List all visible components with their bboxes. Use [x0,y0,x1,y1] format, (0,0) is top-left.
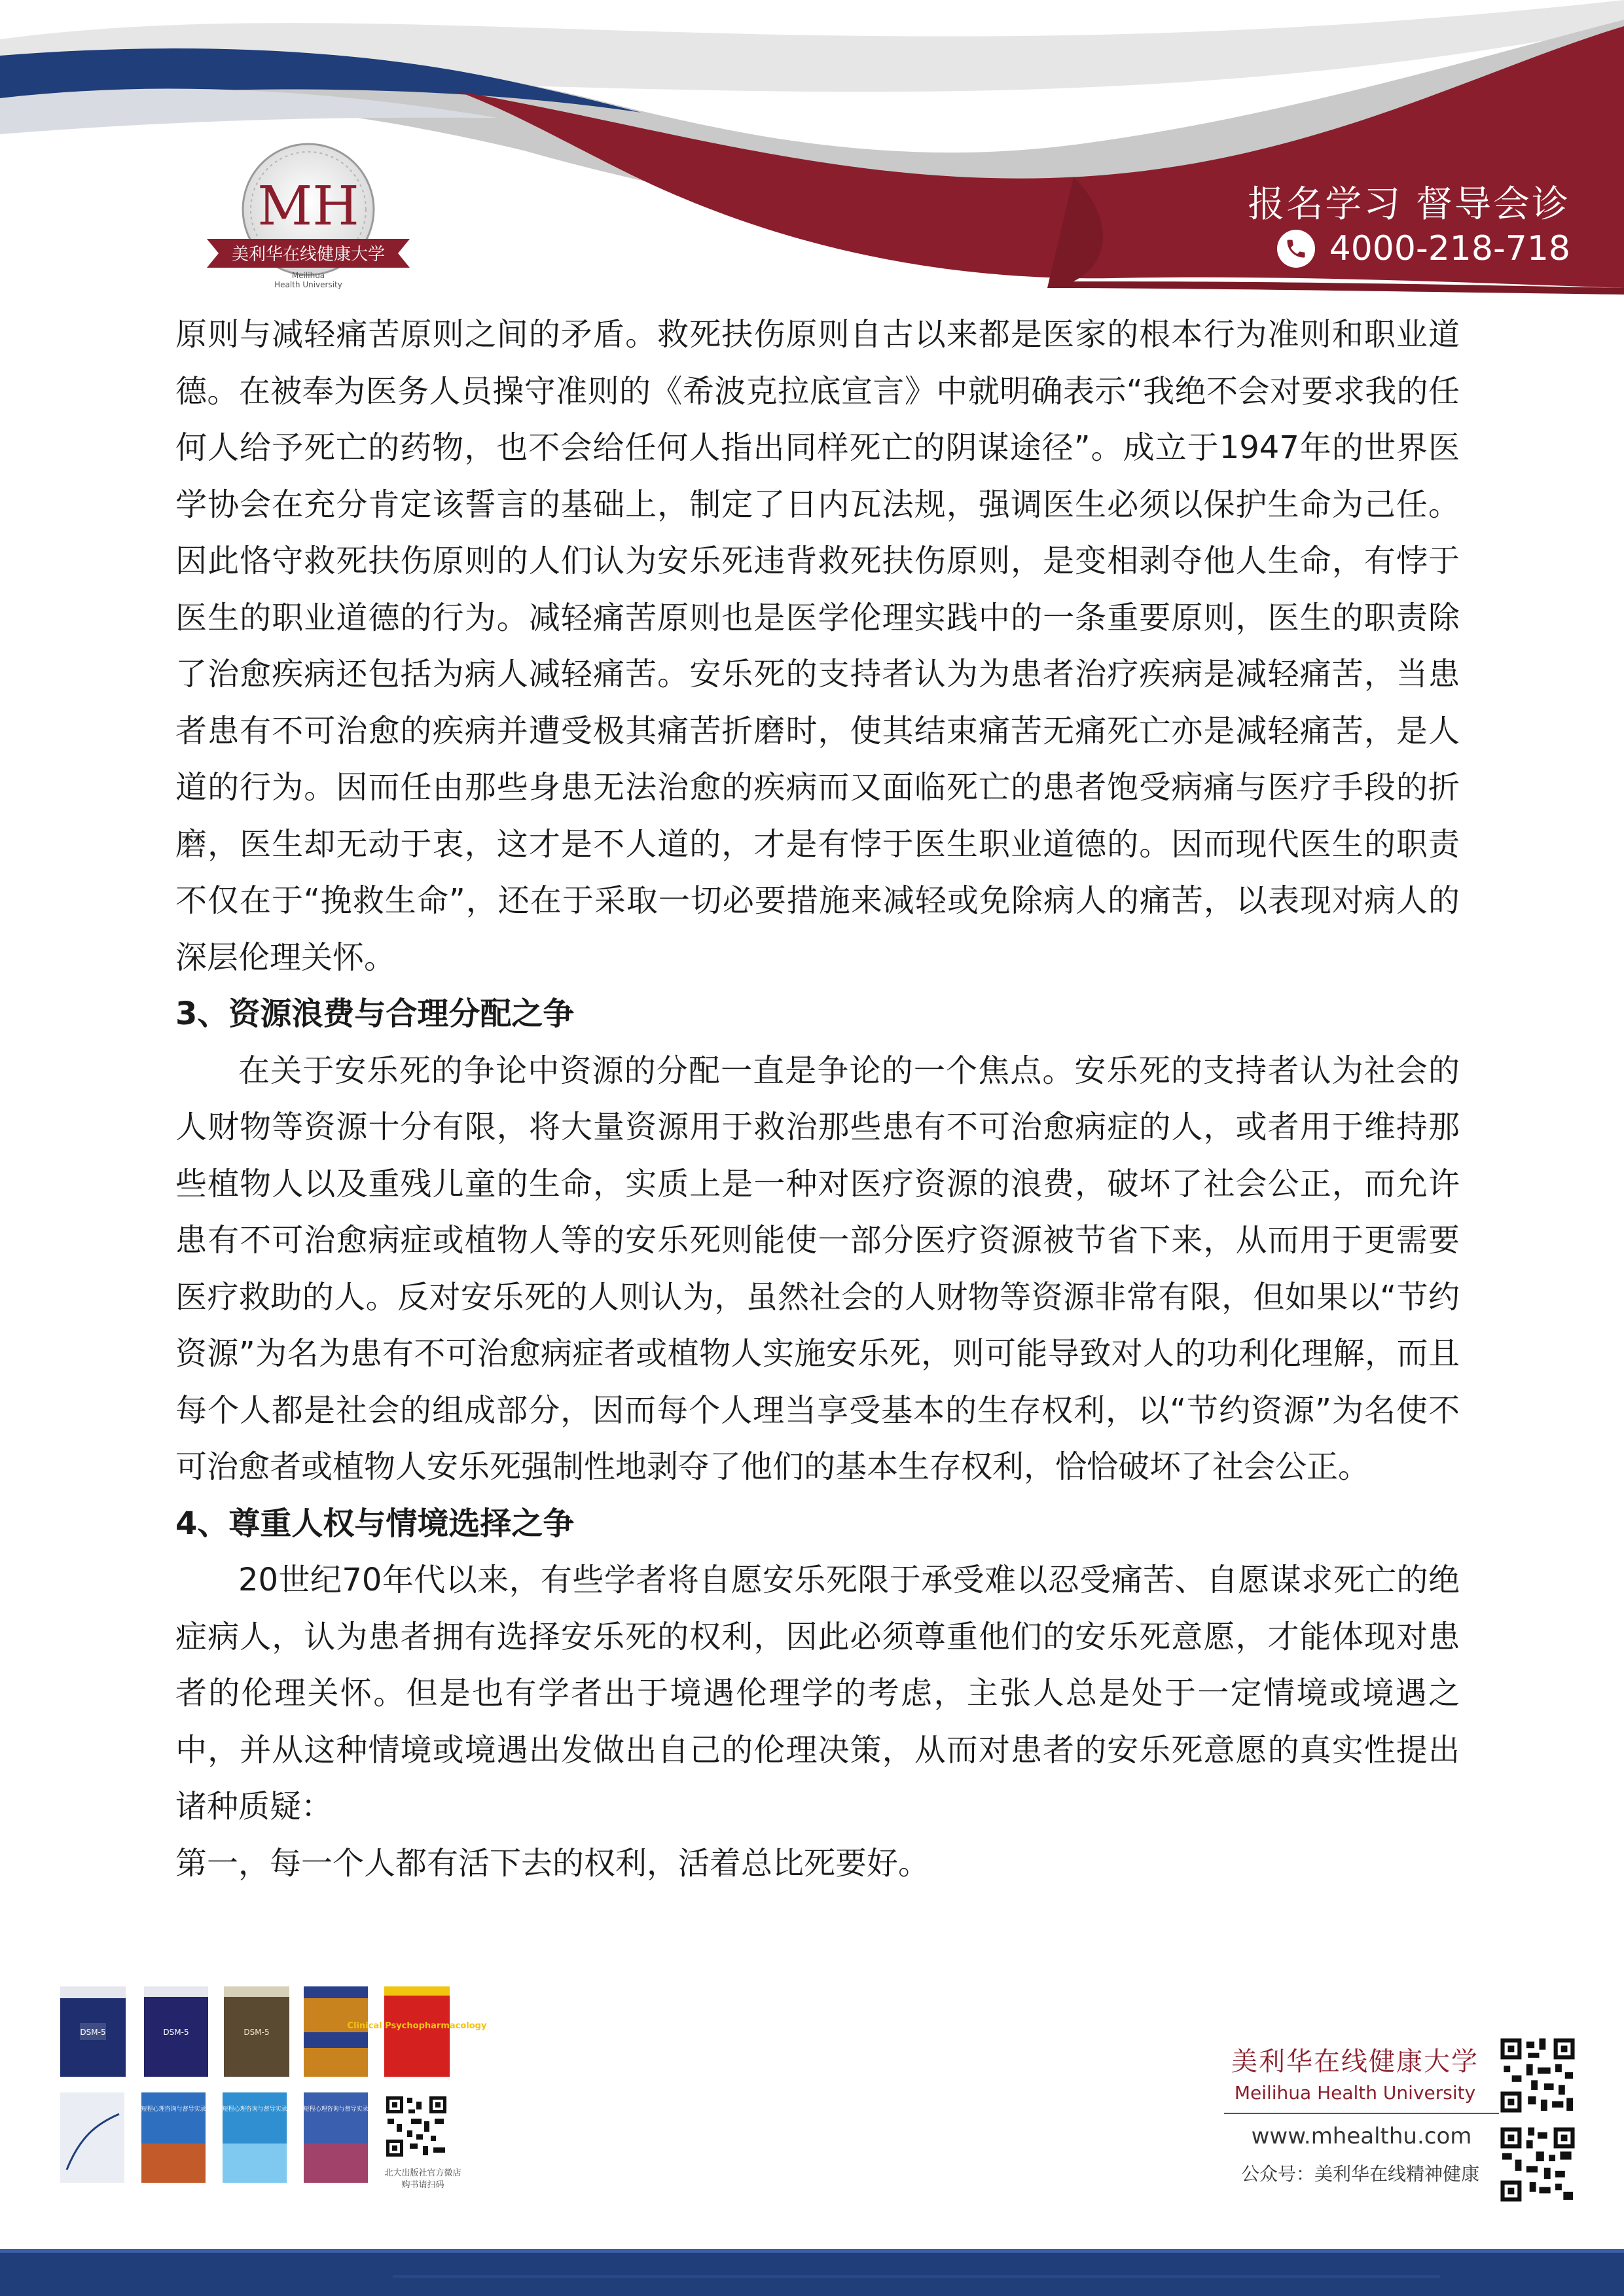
paragraph-rights: 20世纪70年代以来，有些学者将自愿安乐死限于承受难以忍受痛苦、自愿谋求死亡的绝症病人，认为患者拥有选择安乐死的权利，因此必须尊重他们的安乐死意愿，才能体现对患者的伦理关怀。但是也有学者出于境遇伦理学的考虑，主张人总是处于一定情境或境遇之中，并从这种情境或境遇出发做出自己的伦理决策，从而对患者的安乐死意愿的真实性提出诸种质疑： [175,1562,1460,1825]
logo-name-en-2: Health University [274,280,342,289]
logo-name-cn: 美利华在线健康大学 [231,245,386,264]
book-title-dsm5-3: DSM-5 [244,2028,270,2037]
logo [194,141,423,291]
book-cover-counseling-3[interactable] [303,2092,368,2183]
logo-name-en-1: Meilihua [291,271,325,280]
book-title-counseling-3: 短程心理咨询与督导实录 [303,2106,369,2113]
footer-wechat-account: 公众号：美利华在线精神健康 [1240,2163,1479,2185]
book-cover-dsm5-2[interactable] [144,1986,208,2077]
section-heading-rights: 4、尊重人权与情境选择之争 [175,1505,575,1542]
book-cover-4[interactable] [304,1986,368,2077]
book-cover-dsm5-3[interactable] [224,1986,289,2077]
shop-qr-caption: 北大出版社官方微店 购书请扫码 [384,2168,461,2190]
bottom-color-bar [0,2249,1624,2296]
website-qr-code[interactable] [1499,2037,1576,2114]
footer-university-cn: 美利华在线健康大学 [1231,2047,1479,2077]
footer-website-link[interactable]: www.mhealthu.com [1251,2123,1472,2149]
paragraph-first-point: 第一，每一个人都有活下去的权利，活着总比死要好。 [175,1844,930,1882]
section-heading-resources: 3、资源浪费与合理分配之争 [175,996,575,1032]
article-body [175,306,1460,1892]
wechat-qr-code[interactable] [1499,2126,1576,2203]
book-cover-6[interactable] [60,2092,124,2183]
phone-number: 4000-218-718 [1329,229,1570,268]
book-cover-counseling-2[interactable] [222,2092,287,2183]
footer-university [1224,2041,1486,2104]
logo-letters: MH [257,175,359,238]
book-title-clinical: Clinical Psychopharmacology [347,2021,487,2031]
phone-icon [1277,230,1315,268]
book-cover-counseling-1[interactable] [141,2092,206,2183]
footer-university-en: Meilihua Health University [1234,2082,1476,2104]
footer-divider [1224,2113,1499,2114]
paragraph-principles: 原则与减轻痛苦原则之间的矛盾。救死扶伤原则自古以来都是医家的根本行为准则和职业道德。在被奉为医务人员操守准则的《希波克拉底宣言》中就明确表示“我绝不会对要求我的任何人给予死亡的药物，也不会给任何人指出同样死亡的阴谋途径”。成立于1947年的世界医学协会在充分肯定该誓言的基础上，制定了日内瓦法规，强调医生必须以保护生命为己任。因此恪守救死扶伤原则的人们认为安乐死违背救死扶伤原则，是变相剥夺他人生命，有悖于医生的职业道德的行为。减轻痛苦原则也是医学伦理实践中的一条重要原则，医生的职责除了治愈疾病还包括为病人减轻痛苦。安乐死的支持者认为为患者治疗疾病是减轻痛苦，当患者患有不可治愈的疾病并遭受极其痛苦折磨时，使其结束痛苦无痛死亡亦是减轻痛苦，是人道的行为。因而任由那些身患无法治愈的疾病而又面临死亡的患者饱受病痛与医疗手段的折磨，医生却无动于衷，这才是不人道的，才是有悖于医生职业道德的。因而现代医生的职责不仅在于“挽救生命”，还在于采取一切必要措施来减轻或免除病人的痛苦，以表现对病人的深层伦理关怀。 [175,316,1460,976]
book-cover-dsm5-1[interactable] [60,1986,126,2077]
phone-row[interactable] [1277,229,1570,268]
book-title-counseling-1: 短程心理咨询与督导实录 [141,2106,206,2113]
paragraph-resources: 在关于安乐死的争论中资源的分配一直是争论的一个焦点。安乐死的支持者认为社会的人财物等资源十分有限，将大量资源用于救治那些患有不可治愈病症的人，或者用于维持那些植物人以及重残儿童的生命，实质上是一种对医疗资源的浪费，破坏了社会公正，而允许患有不可治愈病症或植物人等的安乐死则能使一部分医疗资源被节省下来，从而用于更需要医疗救助的人。反对安乐死的人则认为，虽然社会的人财物等资源非常有限，但如果以“节约资源”为名为患有不可治愈病症者或植物人实施安乐死，则可能导致对人的功利化理解，而且每个人都是社会的组成部分，因而每个人理当享受基本的生存权利，以“节约资源”为名使不可治愈者或植物人安乐死强制性地剥夺了他们的基本生存权利，恰恰破坏了社会公正。 [175,1052,1460,1485]
shop-qr-code[interactable] [385,2095,448,2158]
book-covers[interactable] [60,1986,487,2196]
book-title-dsm5-1: DSM-5 [80,2028,106,2037]
book-title-dsm5-2: DSM-5 [163,2028,189,2037]
book-cover-clinical[interactable] [348,1986,487,2077]
slogan: 报名学习 督导会诊 [1248,183,1570,226]
book-title-counseling-2: 短程心理咨询与督导实录 [222,2106,287,2113]
